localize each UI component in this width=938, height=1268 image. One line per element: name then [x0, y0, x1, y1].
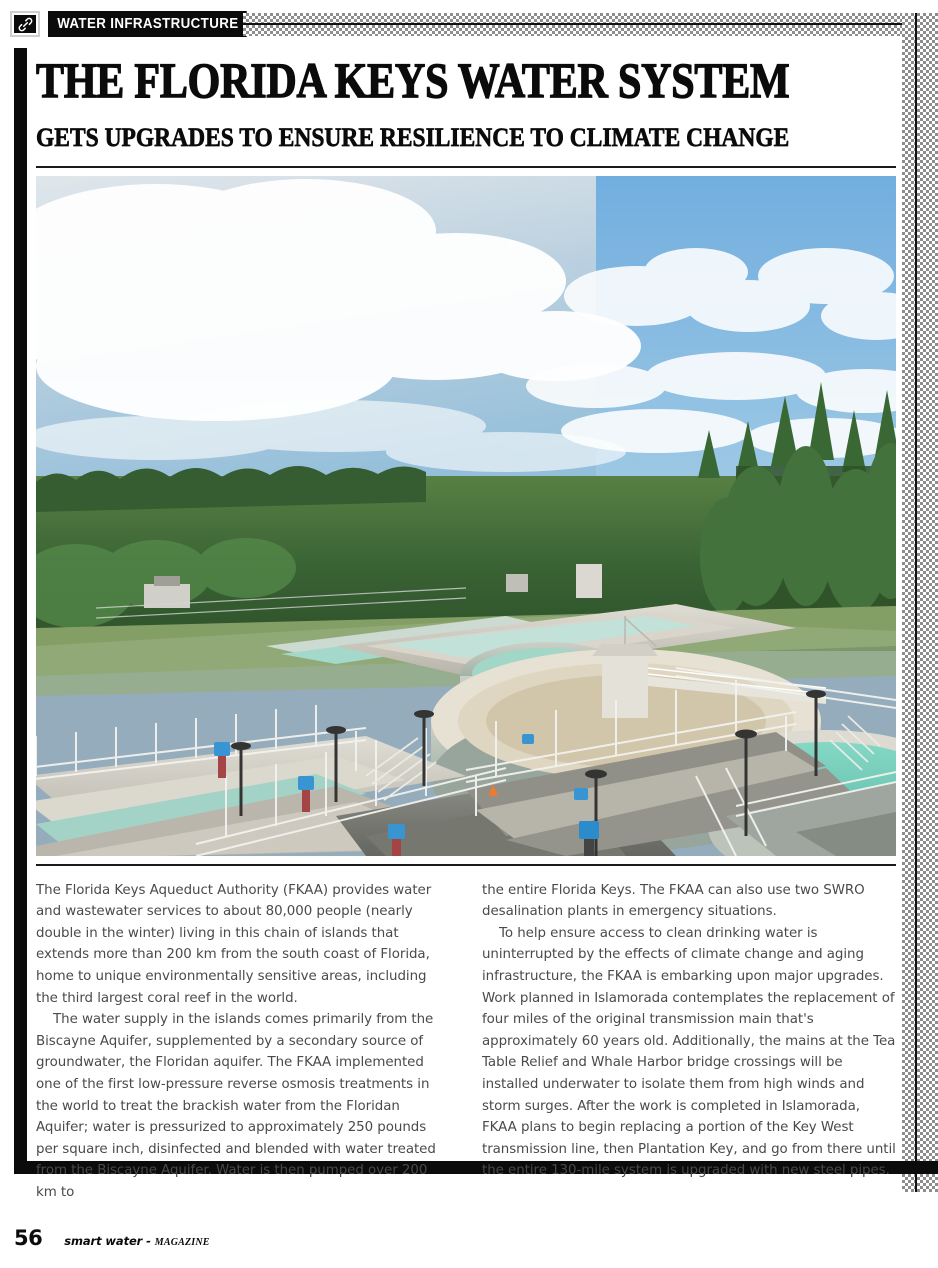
right-hatch-band: [902, 13, 938, 1192]
body-column-left: [36, 880, 450, 1204]
article-content: [36, 54, 898, 1204]
paragraph: The Florida Keys Aqueduct Authority (FKAA) provides water and wastewater services to about 80,000 people (nearly double in the winter) living in this chain of islands that extends more than 200 km from the south coast of Florida, home to unique environmentally sensitive areas, including the third largest coral reef in the world.: [36, 882, 432, 1006]
right-rule: [915, 13, 917, 1192]
paragraph: the entire Florida Keys. The FKAA can also use two SWRO desalination plants in emergency situations.: [482, 882, 865, 920]
link-icon: [14, 15, 36, 33]
body-column-right: [482, 880, 896, 1204]
imprint-separator: -: [142, 1234, 155, 1248]
frame-left-bar: [14, 48, 27, 1171]
photo-divider: [36, 864, 896, 866]
category-tag: WATER INFRASTRUCTURE: [48, 11, 247, 37]
title-divider: [36, 166, 896, 168]
publication-imprint: [64, 1234, 209, 1248]
page-footer: [14, 1226, 210, 1250]
article-body: [36, 880, 896, 1204]
publication-name: smart water: [64, 1234, 143, 1248]
page-subtitle: GETS UPGRADES TO ENSURE RESILIENCE TO CLIMATE CHANGE: [36, 123, 790, 154]
category-header: [0, 0, 938, 46]
paragraph: The water supply in the islands comes primarily from the Biscayne Aquifer, supplemented by a secondary source of groundwater, the Floridan aquifer. The FKAA implemented one of the first low-pressure reverse osmosis treatments in the world to treat the brackish water from the Floridan Aquifer; water is pressurized to approximately 250 pounds per square inch, disinfected and blended with water treated from the Biscayne Aquifer. Water is then pumped over 200 km to: [36, 1012, 436, 1200]
page-title: THE FLORIDA KEYS WATER SYSTEM: [36, 54, 790, 109]
page-number: 56: [14, 1226, 43, 1250]
paragraph: To help ensure access to clean drinking water is uninterrupted by the effects of climate change and aging infrastructure, the FKAA is embarking upon major upgrades. Work planned in Islamorada contemplates the replacement of four miles of the original transmission main that's approximately 60 years old. Additionally, the mains at the Tea Table Relief and Whale Harbor bridge crossings will be installed underwater to isolate them from high winds and storm surges. After the work is completed in Islamorada, FKAA plans to begin replacing a portion of the Key West transmission line, then Plantation Key, and go from there until the entire 130-mile system is upgraded with new steel pipes.: [482, 925, 896, 1179]
link-icon-box: [10, 11, 40, 37]
article-photo: [36, 176, 896, 856]
publication-suffix: MAGAZINE: [154, 1237, 210, 1248]
header-rule: [243, 23, 938, 25]
